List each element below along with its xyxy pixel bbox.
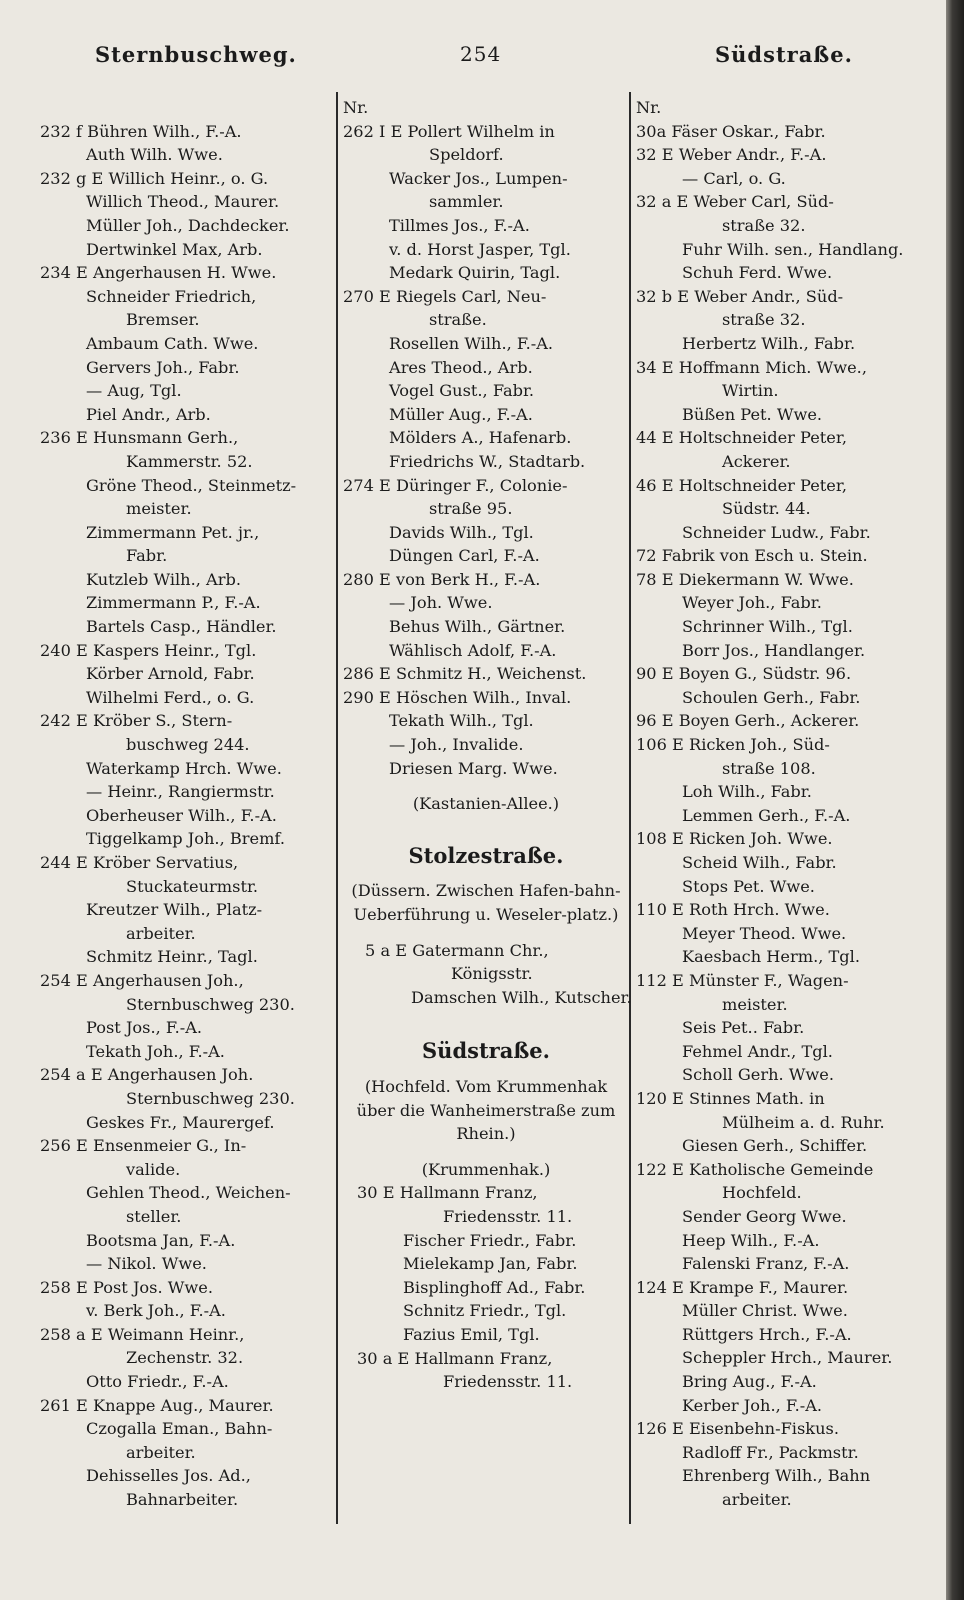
directory-line: Scheppler Hrch., Maurer. (682, 1348, 893, 1368)
directory-line: — Joh., Invalide. (389, 735, 524, 755)
directory-line: v. d. Horst Jasper, Tgl. (389, 239, 571, 259)
directory-line: Büßen Pet. Wwe. (682, 404, 823, 424)
directory-line: Post Jos., F.-A. (86, 1018, 203, 1038)
page-number: 254 (460, 42, 502, 66)
directory-line: Auth Wilh. Wwe. (86, 145, 223, 165)
directory-line: Schneider Ludw., Fabr. (682, 522, 871, 542)
directory-line: Dehisselles Jos. Ad., (86, 1466, 251, 1486)
directory-line: Scheid Wilh., Fabr. (682, 853, 837, 872)
directory-line: Zechenstr. 32. (126, 1348, 244, 1368)
stolze-entries (343, 939, 632, 1010)
directory-line: Nr. (343, 98, 369, 117)
directory-line: 32 b E Weber Andr., Süd- (636, 286, 844, 306)
sued-entries (343, 1181, 629, 1393)
directory-line: 72 Fabrik von Esch u. Stein. (636, 546, 868, 566)
column-3 (636, 96, 936, 1512)
directory-line: 286 E Schmitz H., Weichenst. (343, 664, 587, 684)
directory-line: Königsstr. (451, 964, 533, 984)
directory-line: arbeiter. (126, 923, 196, 943)
directory-line: Hochfeld. (722, 1183, 802, 1203)
directory-line: Rüttgers Hrch., F.-A. (682, 1324, 852, 1344)
directory-line: Fehmel Andr., Tgl. (682, 1041, 833, 1061)
directory-line: 110 E Roth Hrch. Wwe. (636, 900, 830, 920)
directory-line: Wählisch Adolf, F.-A. (389, 640, 557, 660)
directory-line: 126 E Eisenbehn-Fiskus. (636, 1419, 839, 1439)
stolze-heading: Stolzestraße. (408, 842, 564, 868)
col2-entries (343, 96, 629, 780)
directory-line: straße 32. (722, 310, 806, 330)
directory-line: 254 a E Angerhausen Joh. (40, 1065, 254, 1085)
directory-line: Wacker Jos., Lumpen- (389, 168, 568, 188)
directory-line: straße. (429, 310, 487, 330)
directory-line: 258 a E Weimann Heinr., (40, 1324, 245, 1344)
directory-line: Kutzleb Wilh., Arb. (86, 569, 241, 589)
directory-line: 122 E Katholische Gemeinde (636, 1159, 874, 1179)
directory-line: Bahnarbeiter. (126, 1490, 239, 1510)
directory-line: Müller Aug., F.-A. (389, 404, 533, 424)
directory-line: Tiggelkamp Joh., Bremf. (86, 829, 285, 849)
directory-line: — Nikol. Wwe. (86, 1254, 207, 1274)
directory-line: Tillmes Jos., F.-A. (389, 215, 530, 235)
directory-line: Herbertz Wilh., Fabr. (682, 333, 856, 353)
directory-line: Zimmermann P., F.-A. (86, 593, 261, 613)
directory-line: 236 E Hunsmann Gerh., (40, 428, 239, 448)
directory-line: Friedensstr. 11. (443, 1206, 573, 1226)
directory-line: — Carl, o. G. (682, 168, 786, 188)
directory-line: Vogel Gust., Fabr. (389, 381, 535, 401)
directory-line: 290 E Höschen Wilh., Inval. (343, 687, 572, 707)
header-left: Sternbuschweg. (95, 42, 297, 67)
stolze-description: (Düssern. Zwischen Hafen-bahn-Ueberführung u. Weseler-platz.) (351, 881, 621, 924)
directory-line: Ehrenberg Wilh., Bahn (682, 1466, 871, 1486)
directory-line: 242 E Kröber S., Stern- (40, 711, 233, 731)
directory-line: 234 E Angerhausen H. Wwe. (40, 263, 277, 283)
directory-line: straße 108. (722, 758, 816, 778)
directory-line: Piel Andr., Arb. (86, 404, 211, 424)
directory-line: 262 I E Pollert Wilhelm in (343, 121, 555, 141)
directory-line: Bring Aug., F.-A. (682, 1372, 817, 1392)
directory-line: Schrinner Wilh., Tgl. (682, 617, 853, 637)
directory-line (40, 96, 336, 120)
directory-line: 280 E von Berk H., F.-A. (343, 569, 541, 589)
directory-line: Gröne Theod., Steinmetz- (86, 475, 297, 495)
column-2 (343, 96, 632, 1394)
directory-line: Medark Quirin, Tagl. (389, 263, 561, 283)
directory-line: Davids Wilh., Tgl. (389, 522, 534, 542)
directory-line: Gehlen Theod., Weichen- (86, 1183, 291, 1203)
directory-line: Kaesbach Herm., Tgl. (682, 947, 860, 967)
directory-line: 34 E Hoffmann Mich. Wwe., (636, 357, 867, 377)
directory-line: 256 E Ensenmeier G., In- (40, 1136, 247, 1156)
directory-line: 46 E Holtschneider Peter, (636, 475, 847, 495)
directory-line: straße 95. (429, 499, 513, 519)
directory-line: 258 E Post Jos. Wwe. (40, 1277, 213, 1297)
directory-line: meister. (126, 499, 192, 519)
directory-line: Scholl Gerh. Wwe. (682, 1065, 835, 1085)
directory-line: 44 E Holtschneider Peter, (636, 428, 847, 448)
directory-line: Meyer Theod. Wwe. (682, 923, 847, 943)
directory-line: Müller Christ. Wwe. (682, 1301, 848, 1321)
directory-line: v. Berk Joh., F.-A. (86, 1301, 226, 1321)
directory-line: 261 E Knappe Aug., Maurer. (40, 1395, 274, 1415)
directory-line: Bisplinghoff Ad., Fabr. (403, 1277, 586, 1297)
directory-line: Fuhr Wilh. sen., Handlang. (682, 239, 904, 259)
directory-line: Schnitz Friedr., Tgl. (403, 1301, 567, 1321)
directory-line: steller. (126, 1206, 182, 1226)
directory-line: sammler. (429, 192, 504, 212)
page-edge (946, 0, 964, 1600)
kastanien-note: (Kastanien-Allee.) (412, 794, 560, 814)
directory-line: valide. (126, 1159, 181, 1179)
directory-line: Falenski Franz, F.-A. (682, 1254, 850, 1274)
directory-line: 244 E Kröber Servatius, (40, 853, 239, 872)
directory-line: Waterkamp Hrch. Wwe. (86, 758, 282, 778)
directory-line: Sender Georg Wwe. (682, 1206, 847, 1226)
directory-line: Stops Pet. Wwe. (682, 876, 815, 896)
directory-line: Bootsma Jan, F.-A. (86, 1230, 236, 1250)
directory-line: Düngen Carl, F.-A. (389, 546, 540, 566)
directory-line: 78 E Diekermann W. Wwe. (636, 569, 854, 589)
column-rule-1 (336, 92, 338, 1524)
directory-line: Behus Wilh., Gärtner. (389, 617, 566, 637)
directory-line: Bartels Casp., Händler. (86, 617, 277, 637)
directory-line: 254 E Angerhausen Joh., (40, 970, 244, 990)
directory-line: 232 g E Willich Heinr., o. G. (40, 168, 269, 188)
directory-line: Friedensstr. 11. (443, 1372, 573, 1392)
directory-line: 32 a E Weber Carl, Süd- (636, 192, 834, 212)
directory-line: Ambaum Cath. Wwe. (86, 333, 259, 353)
directory-line: 108 E Ricken Joh. Wwe. (636, 829, 833, 849)
directory-line: Radloff Fr., Packmstr. (682, 1442, 859, 1462)
directory-line: buschweg 244. (126, 735, 250, 755)
directory-line: Körber Arnold, Fabr. (86, 664, 255, 684)
directory-line: Oberheuser Wilh., F.-A. (86, 805, 277, 825)
directory-line: Lemmen Gerh., F.-A. (682, 805, 851, 825)
directory-line: Schoulen Gerh., Fabr. (682, 687, 861, 707)
directory-line: — Aug, Tgl. (86, 381, 182, 401)
directory-line: Wirtin. (722, 381, 779, 401)
directory-line: — Heinr., Rangiermstr. (86, 782, 275, 802)
directory-line: Rosellen Wilh., F.-A. (389, 333, 554, 353)
directory-line: 232 f Bühren Wilh., F.-A. (40, 121, 242, 141)
directory-line: Loh Wilh., Fabr. (682, 782, 812, 802)
directory-line: Heep Wilh., F.-A. (682, 1230, 820, 1250)
directory-line: 5 a E Gatermann Chr., (365, 940, 549, 960)
directory-line: Weyer Joh., Fabr. (682, 593, 822, 613)
directory-line: Driesen Marg. Wwe. (389, 758, 558, 778)
directory-line: — Joh. Wwe. (389, 593, 493, 613)
directory-line: 124 E Krampe F., Maurer. (636, 1277, 849, 1297)
header-right: Südstraße. (715, 42, 853, 67)
directory-line: Wilhelmi Ferd., o. G. (86, 687, 255, 707)
directory-line: Dertwinkel Max, Arb. (86, 239, 263, 259)
sued-heading: Südstraße. (422, 1038, 550, 1064)
column-1 (40, 96, 336, 1512)
directory-line: Czogalla Eman., Bahn- (86, 1419, 273, 1439)
directory-line: Mielekamp Jan, Fabr. (403, 1254, 578, 1274)
directory-line: 30 a E Hallmann Franz, (357, 1348, 553, 1368)
directory-line: 106 E Ricken Joh., Süd- (636, 735, 830, 755)
directory-line: Kerber Joh., F.-A. (682, 1395, 823, 1415)
directory-line: straße 32. (722, 215, 806, 235)
directory-line: Geskes Fr., Maurergef. (86, 1112, 275, 1132)
directory-line: Schmitz Heinr., Tagl. (86, 947, 258, 967)
directory-line: Fabr. (126, 546, 168, 566)
sued-description: (Hochfeld. Vom Krummenhak über die Wanheimerstraße zum Rhein.) (356, 1076, 616, 1144)
directory-line: arbeiter. (126, 1442, 196, 1462)
directory-line: Speldorf. (429, 145, 504, 165)
directory-line: Südstr. 44. (722, 499, 811, 519)
directory-line: Schuh Ferd. Wwe. (682, 263, 833, 283)
directory-line: Ackerer. (722, 451, 791, 471)
directory-line: Gervers Joh., Fabr. (86, 357, 240, 377)
directory-line: Damschen Wilh., Kutscher. (411, 987, 632, 1007)
directory-line: Borr Jos., Handlanger. (682, 640, 866, 660)
directory-line: Fazius Emil, Tgl. (403, 1324, 540, 1344)
directory-line: Kreutzer Wilh., Platz- (86, 900, 263, 920)
directory-line: Stuckateurmstr. (126, 876, 259, 896)
directory-line: Müller Joh., Dachdecker. (86, 215, 290, 235)
directory-line: 240 E Kaspers Heinr., Tgl. (40, 640, 257, 660)
directory-line: Sternbuschweg 230. (126, 1088, 295, 1108)
directory-line: 120 E Stinnes Math. in (636, 1088, 825, 1108)
directory-line: Schneider Friedrich, (86, 286, 257, 306)
directory-line: 30 E Hallmann Franz, (357, 1183, 538, 1203)
directory-line: 96 E Boyen Gerh., Ackerer. (636, 711, 860, 731)
directory-line: Ares Theod., Arb. (389, 357, 533, 377)
directory-line: Nr. (636, 98, 662, 117)
directory-line: Kammerstr. 52. (126, 451, 253, 471)
directory-line: Otto Friedr., F.-A. (86, 1372, 229, 1392)
directory-line: 90 E Boyen G., Südstr. 96. (636, 664, 852, 684)
directory-line: 32 E Weber Andr., F.-A. (636, 145, 827, 165)
directory-line: Fischer Friedr., Fabr. (403, 1230, 577, 1250)
directory-line: Seis Pet.. Fabr. (682, 1018, 805, 1038)
directory-line: Friedrichs W., Stadtarb. (389, 451, 586, 471)
directory-line: meister. (722, 994, 788, 1014)
directory-line: Mölders A., Hafenarb. (389, 428, 572, 448)
sued-subheading: (Krummenhak.) (421, 1159, 551, 1179)
directory-line: Mülheim a. d. Ruhr. (722, 1112, 885, 1132)
directory-line: 274 E Düringer F., Colonie- (343, 475, 568, 495)
directory-line: Bremser. (126, 310, 200, 330)
directory-line: 30a Fäser Oskar., Fabr. (636, 121, 826, 141)
directory-line: Sternbuschweg 230. (126, 994, 295, 1014)
directory-line: arbeiter. (722, 1490, 792, 1510)
directory-line: Zimmermann Pet. jr., (86, 522, 260, 542)
directory-line: Willich Theod., Maurer. (86, 192, 280, 212)
column-rule-2 (629, 92, 631, 1524)
directory-line: Tekath Wilh., Tgl. (389, 711, 534, 731)
directory-line: Tekath Joh., F.-A. (86, 1041, 225, 1061)
directory-line: 270 E Riegels Carl, Neu- (343, 286, 547, 306)
directory-line: Giesen Gerh., Schiffer. (682, 1136, 868, 1156)
directory-line: 112 E Münster F., Wagen- (636, 970, 849, 990)
